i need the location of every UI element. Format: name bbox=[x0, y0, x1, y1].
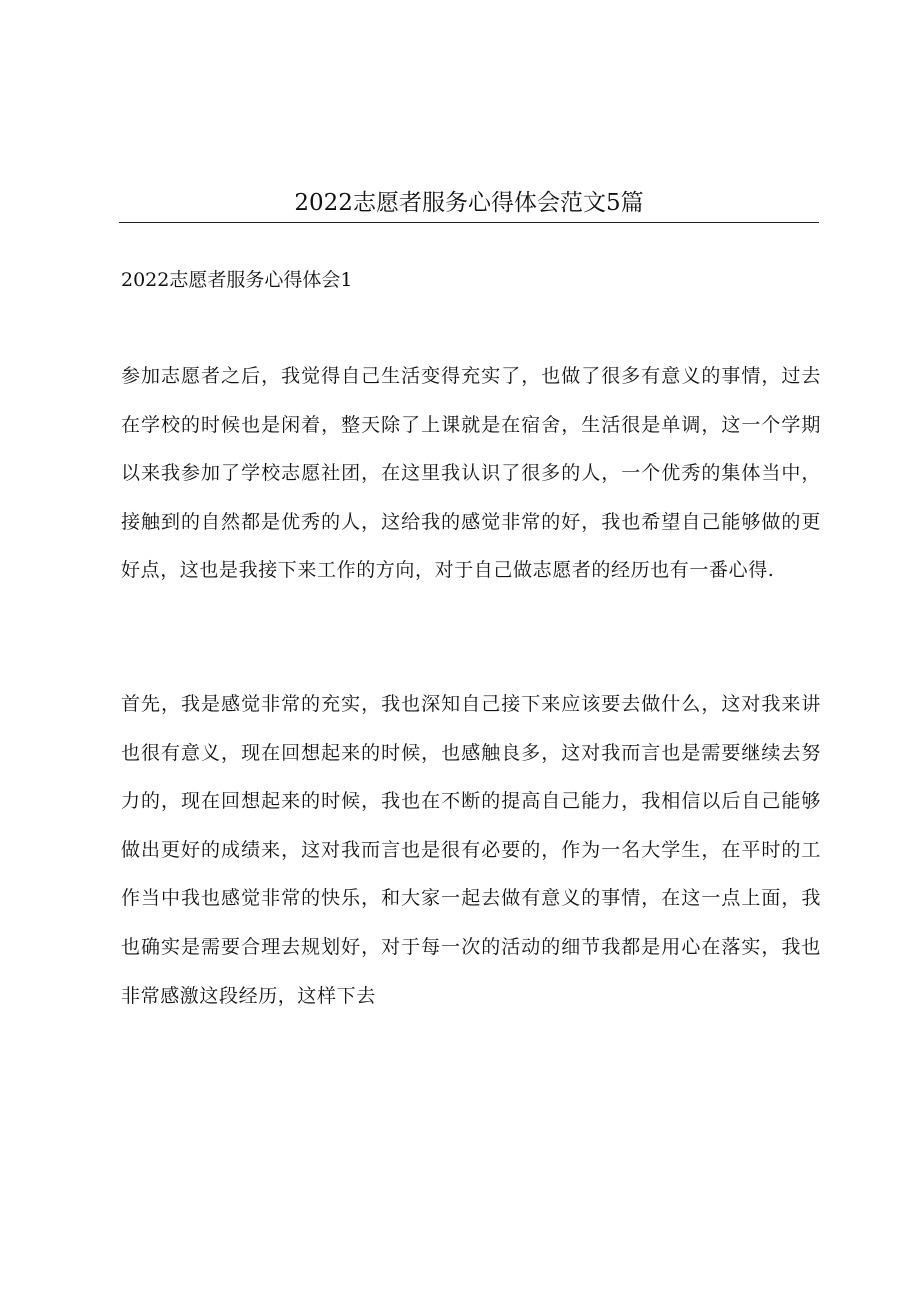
paragraph-1: 参加志愿者之后，我觉得自己生活变得充实了，也做了很多有意义的事情，过去在学校的时候也是闲着，整天除了上课就是在宿舍，生活很是单调，这一个学期以来我参加了学校志愿社团，在这里我认识了很多的人，一个优秀的集体当中，接触到的自然都是优秀的人，这给我的感觉非常的好，我也希望自己能够做的更好点，这也是我接下来工作的方向，对于自己做志愿者的经历也有一番心得. bbox=[121, 365, 821, 582]
document-title-block bbox=[119, 188, 819, 223]
document-title: 2022志愿者服务心得体会范文5篇 bbox=[294, 190, 644, 216]
paragraph-2: 首先，我是感觉非常的充实，我也深知自己接下来应该要去做什么，这对我来讲也很有意义，现在回想起来的时候，也感触良多，这对我而言也是需要继续去努力的，现在回想起来的时候，我也在不断的提高自己能力，我相信以后自己能够做出更好的成绩来，这对我而言也是很有必要的，作为一名大学生，在平时的工作当中我也感觉非常的快乐，和大家一起去做有意义的事情，在这一点上面，我也确实是需要合理去规划好，对于每一次的活动的细节我都是用心在落实，我也非常感激这段经历，这样下去 bbox=[121, 693, 821, 1007]
section-heading: 2022志愿者服务心得体会1 bbox=[121, 269, 353, 291]
